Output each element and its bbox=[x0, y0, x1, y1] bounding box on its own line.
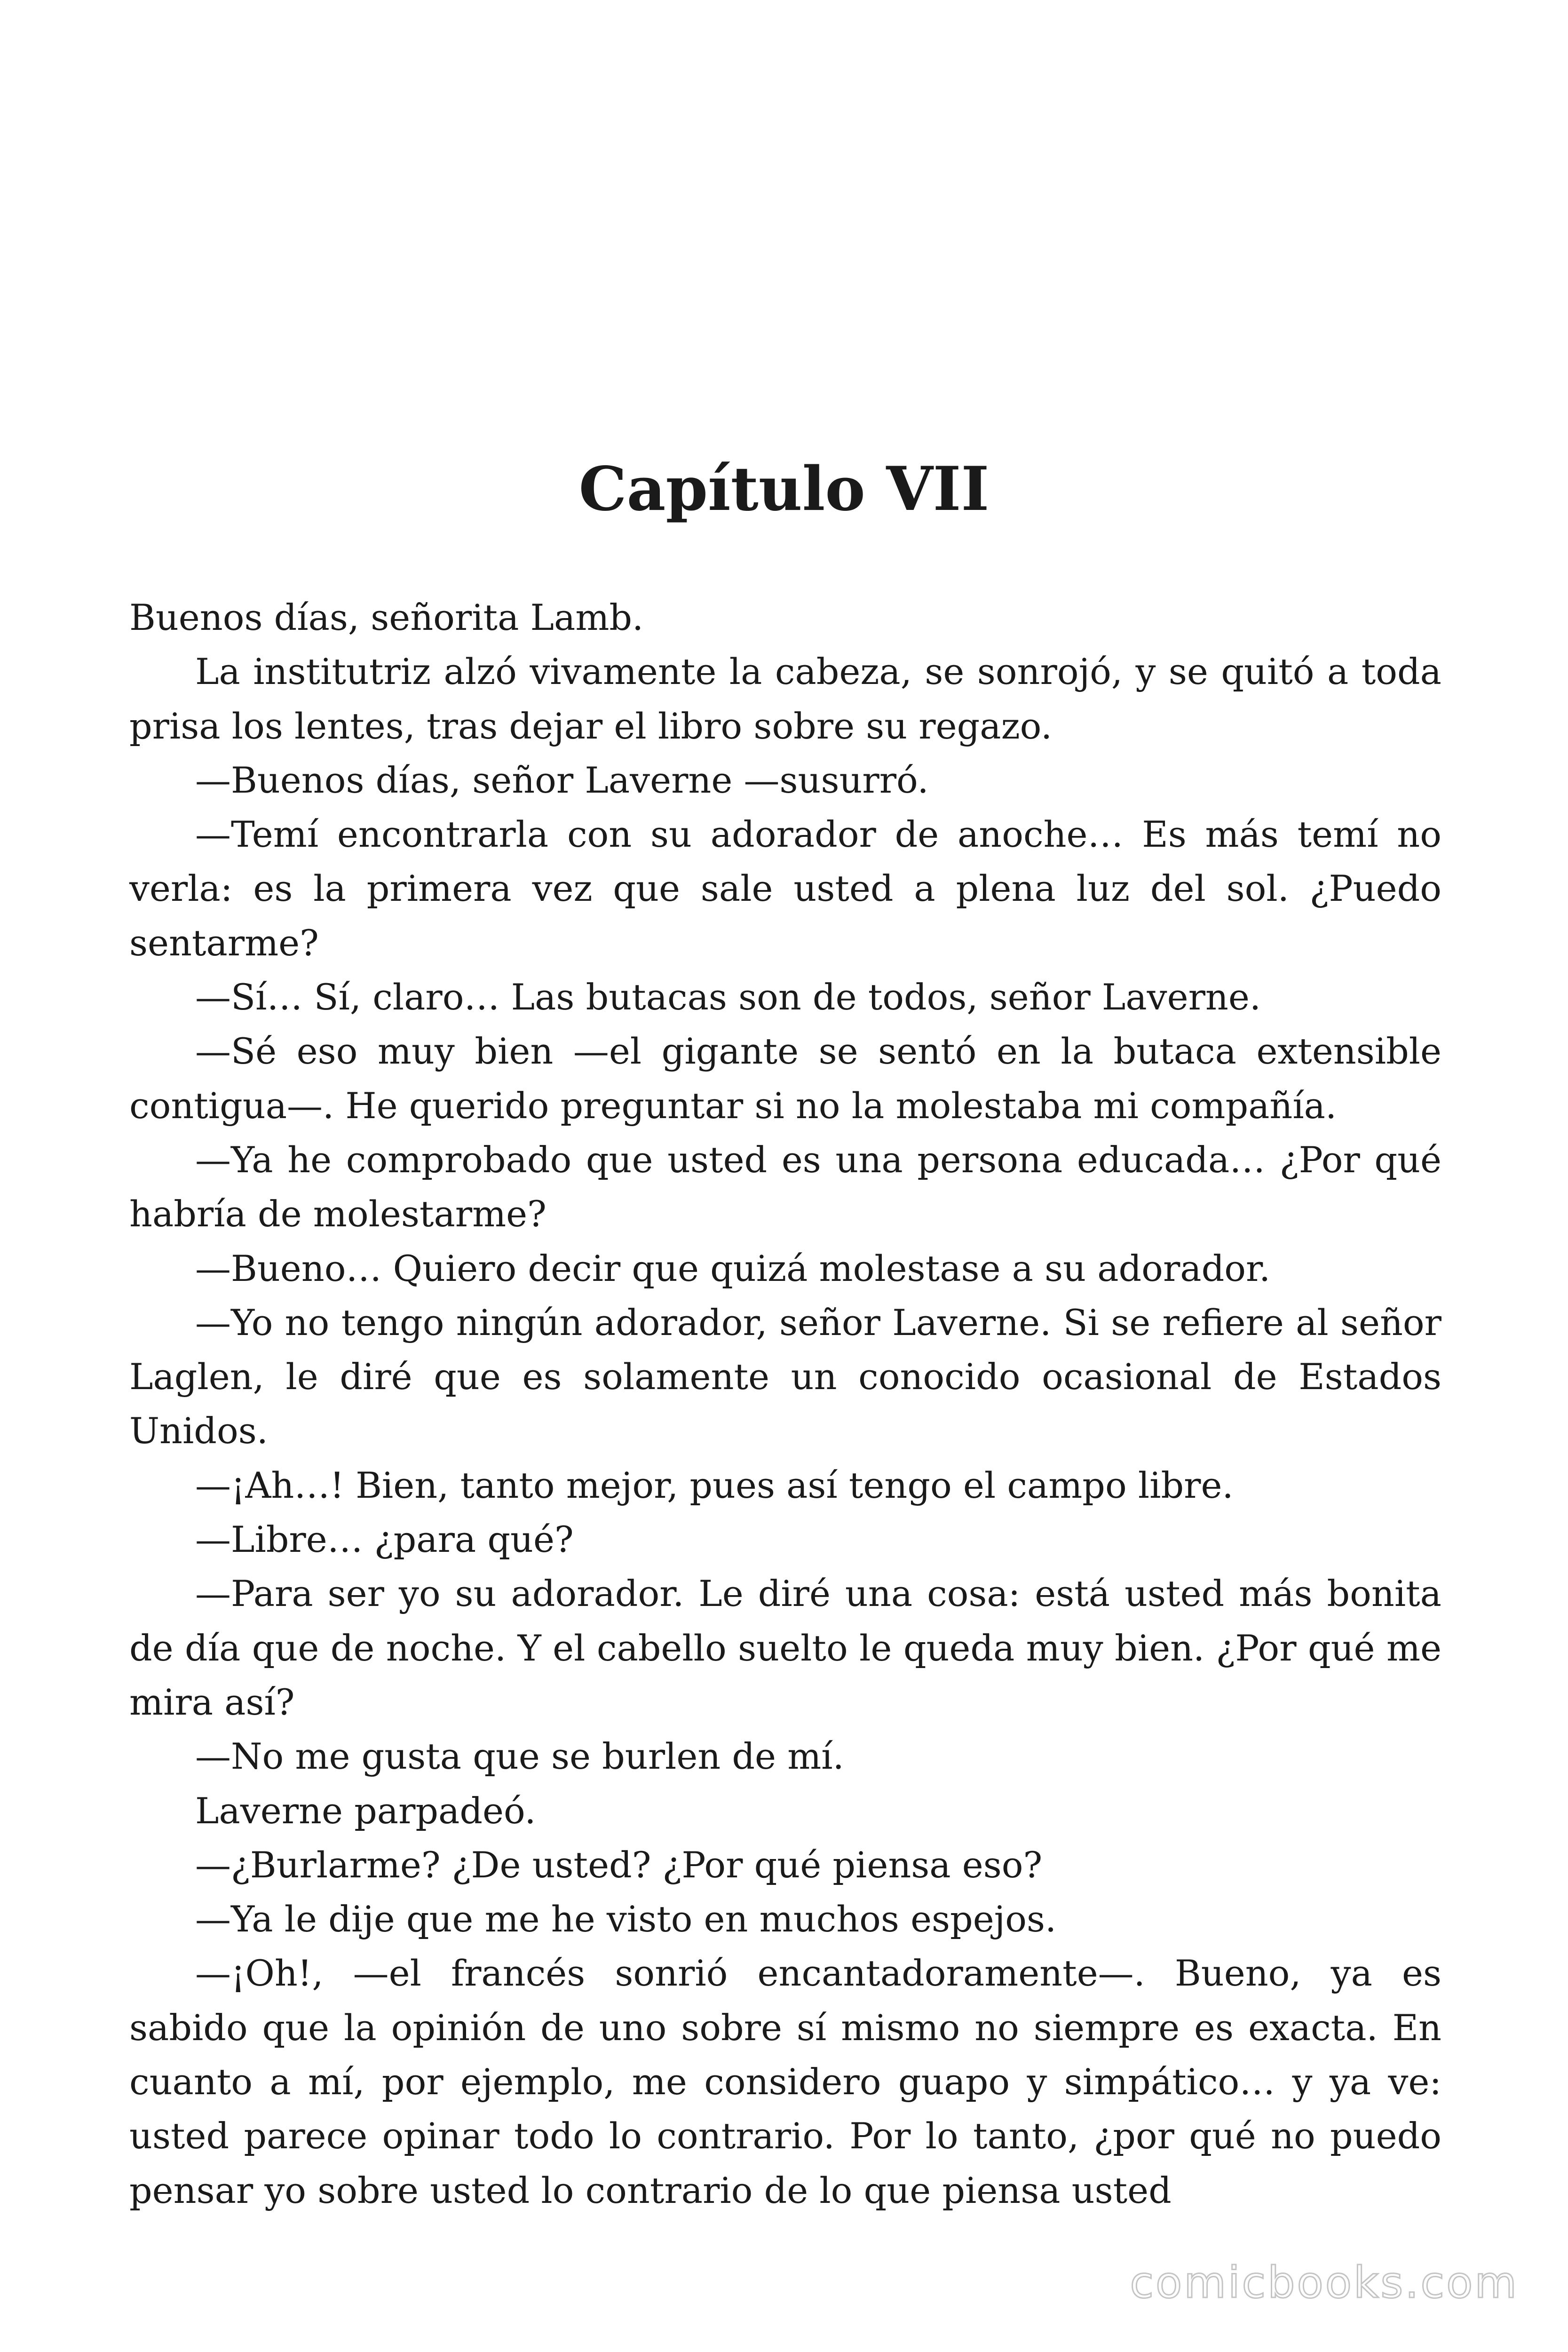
chapter-title: Capítulo VII bbox=[578, 454, 990, 524]
paragraph: —Sé eso muy bien —el gigante se sentó en la butaca extensible contigua—. He querido preguntar si no la molestaba mi compañía. bbox=[129, 1030, 1441, 1127]
paragraph: —Ya le dije que me he visto en muchos espejos. bbox=[195, 1898, 1057, 1940]
paragraph: —Ya he comprobado que usted es una persona educada… ¿Por qué habría de molestarme? bbox=[129, 1138, 1441, 1235]
chapter-body bbox=[129, 590, 1441, 2217]
paragraph: —Yo no tengo ningún adorador, señor Laverne. Si se refiere al señor Laglen, le diré que es solamente un conocido ocasional de Estados Unidos. bbox=[129, 1301, 1441, 1452]
paragraph: —Para ser yo su adorador. Le diré una cosa: está usted más bonita de día que de noche. Y el cabello suelto le queda muy bien. ¿Por qué me mira así? bbox=[129, 1573, 1441, 1723]
paragraph: La institutriz alzó vivamente la cabeza, se sonrojó, y se quitó a toda prisa los lentes, tras dejar el libro sobre su regazo. bbox=[129, 651, 1441, 747]
paragraph: —No me gusta que se burlen de mí. bbox=[195, 1735, 844, 1778]
watermark: comicbooks.com bbox=[1130, 2257, 1519, 2308]
paragraph: —Libre… ¿para qué? bbox=[195, 1518, 574, 1561]
paragraph: —¿Burlarme? ¿De usted? ¿Por qué piensa eso? bbox=[195, 1843, 1043, 1886]
paragraph: —Sí… Sí, claro… Las butacas son de todos, señor Laverne. bbox=[195, 976, 1261, 1018]
paragraph: Laverne parpadeó. bbox=[195, 1789, 536, 1832]
paragraph: —Buenos días, señor Laverne —susurró. bbox=[195, 759, 929, 801]
paragraph: —¡Ah…! Bien, tanto mejor, pues así tengo el campo libre. bbox=[195, 1464, 1234, 1506]
paragraph: —Temí encontrarla con su adorador de anoche… Es más temí no verla: es la primera vez que sale usted a plena luz del sol. ¿Puedo sentarme? bbox=[129, 813, 1441, 964]
paragraph: Buenos días, señorita Lamb. bbox=[129, 596, 644, 638]
paragraph: —Bueno… Quiero decir que quizá molestase a su adorador. bbox=[195, 1247, 1271, 1289]
paragraph: —¡Oh!, —el francés sonrió encantadoramente—. Bueno, ya es sabido que la opinión de uno sobre sí mismo no siempre es exacta. En cuanto a mí, por ejemplo, me considero guapo y simpático… y ya ve: usted parece opinar todo lo contrario. Por lo tanto, ¿por qué no puedo pensar yo sobre usted lo contrario de lo que piensa usted bbox=[129, 1952, 1441, 2211]
